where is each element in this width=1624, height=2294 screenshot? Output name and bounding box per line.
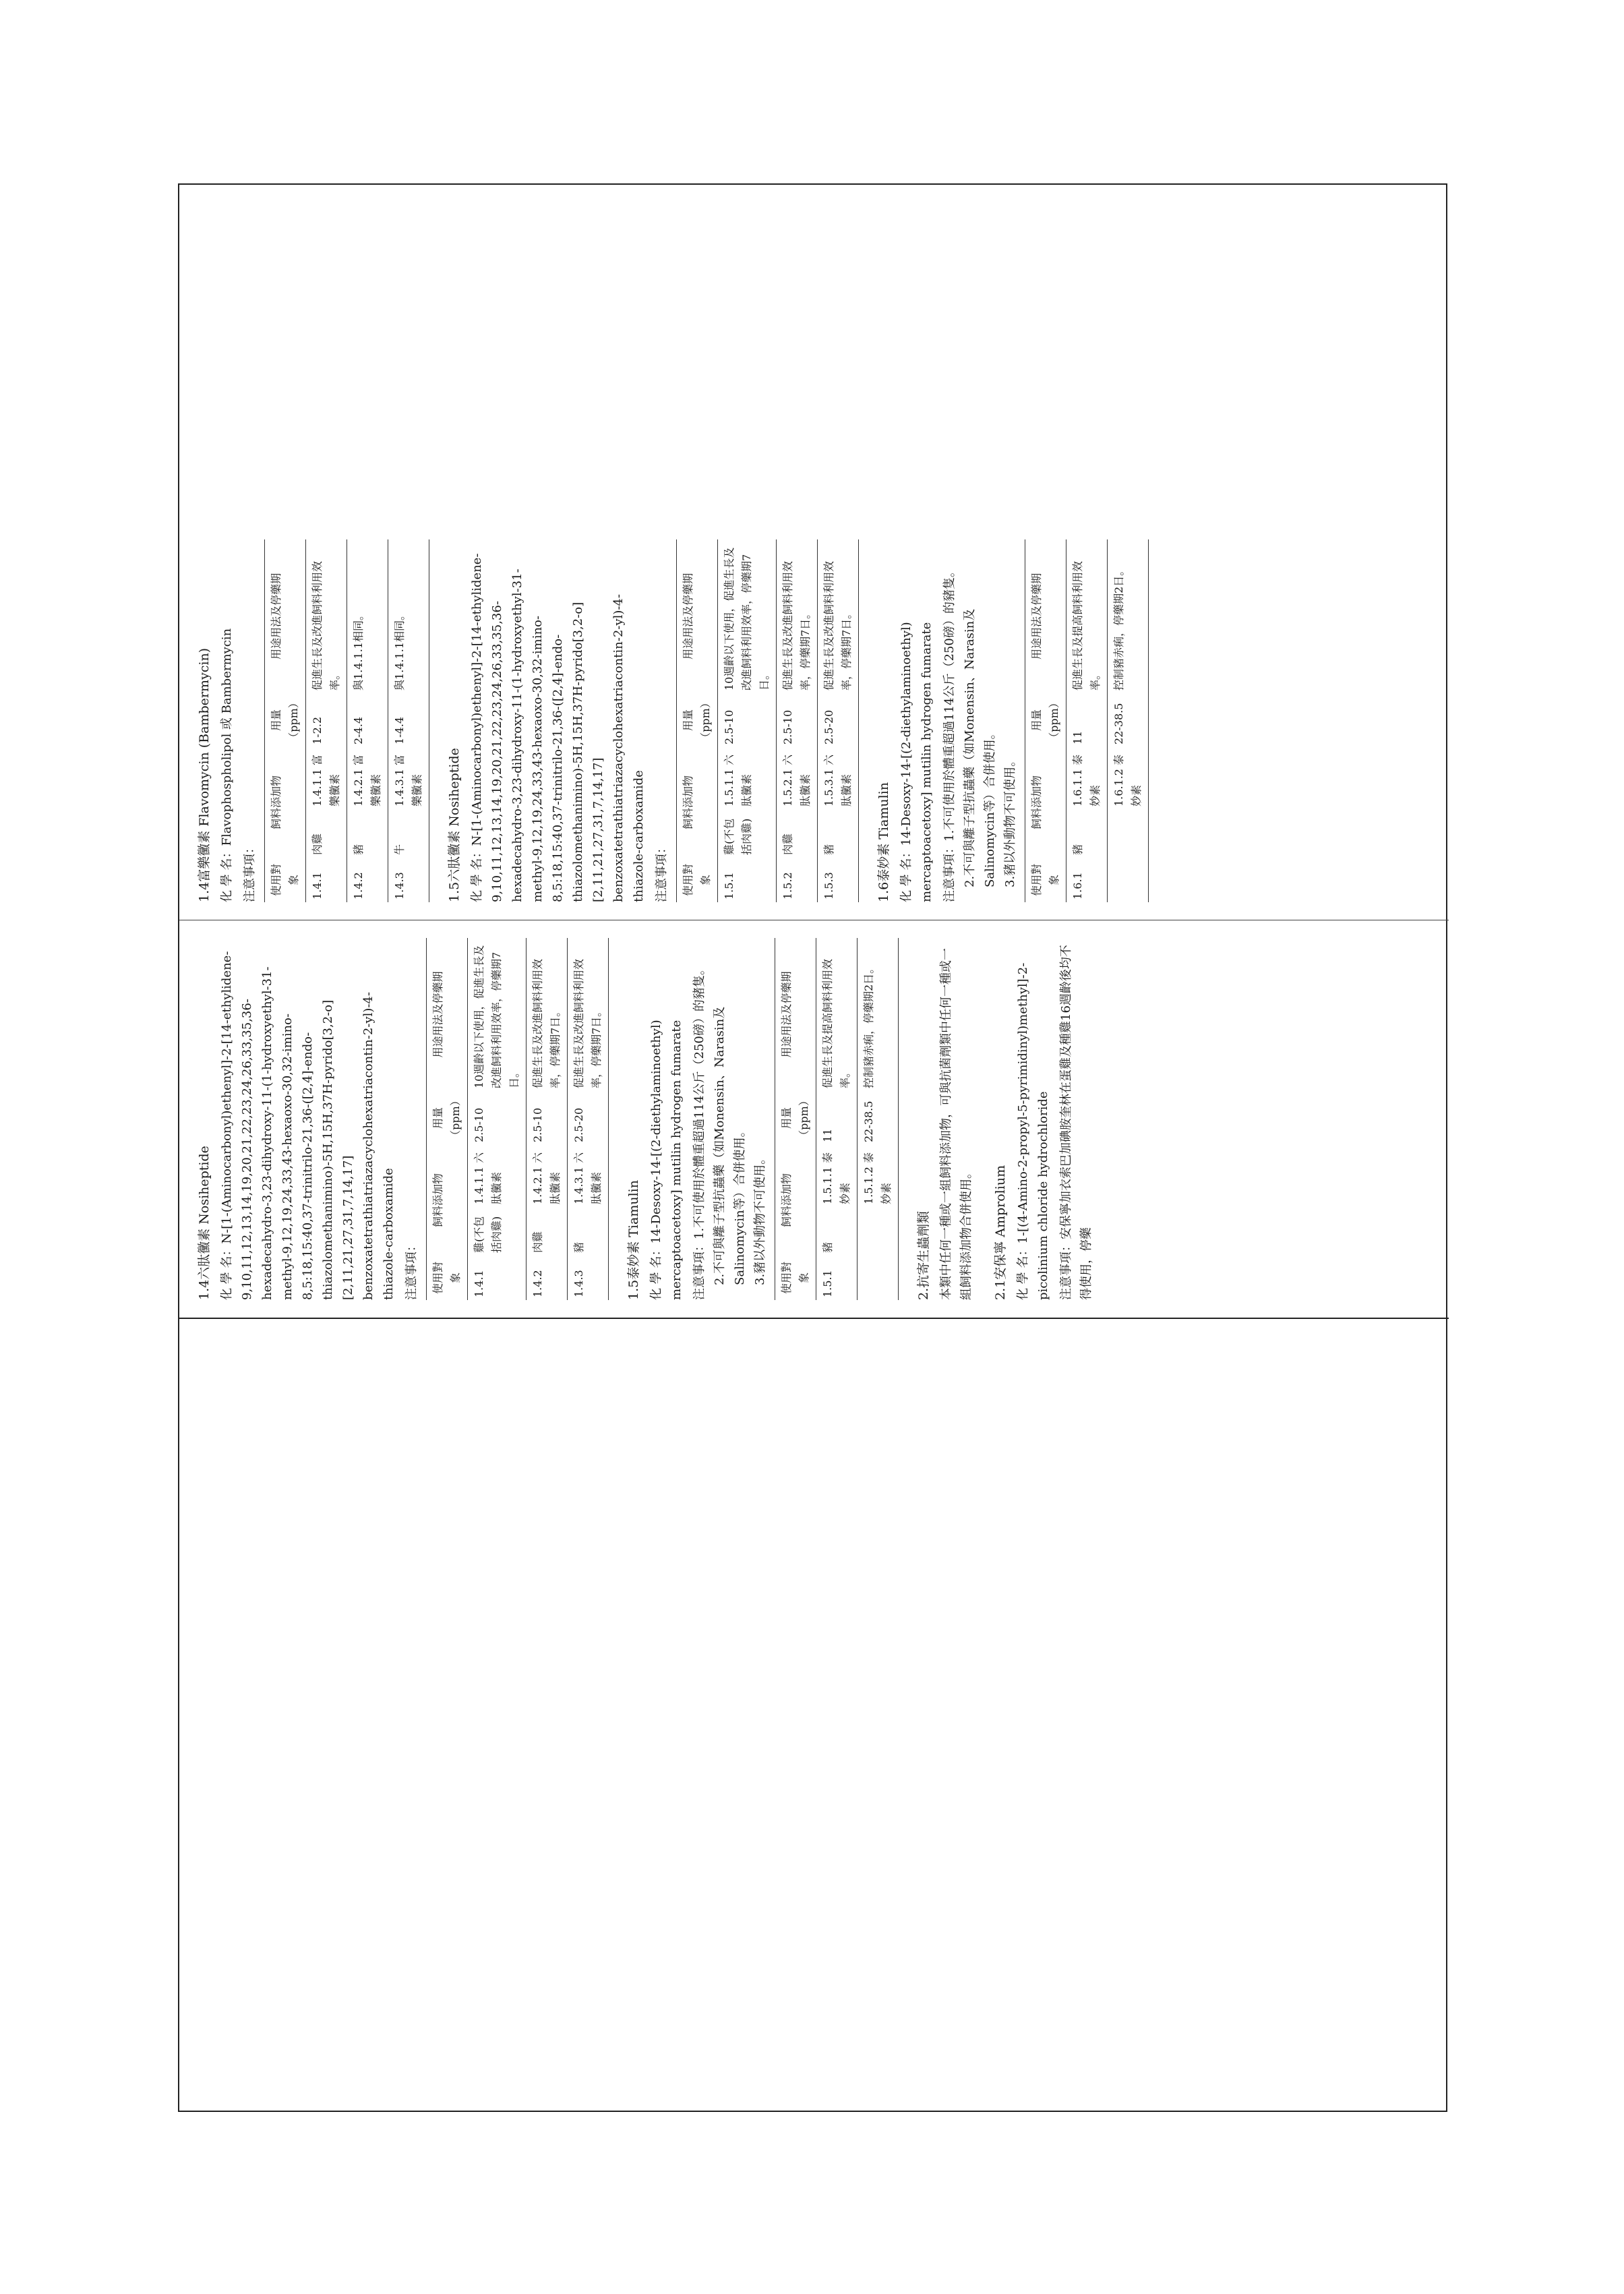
table-header-row bbox=[427, 938, 468, 1300]
cell-code bbox=[858, 1256, 899, 1300]
cell-target: 雞(不包括肉雞) bbox=[468, 1207, 527, 1256]
cell-additive: 1.6.1.2 泰妙素 bbox=[1108, 747, 1149, 809]
notes-label: 注意事項： bbox=[243, 842, 257, 902]
rotated-content bbox=[179, 185, 1449, 2113]
header-additive: 飼料添加物 bbox=[265, 747, 306, 858]
table-row bbox=[777, 539, 818, 902]
chemical-name bbox=[646, 938, 687, 1300]
cell-code: 1.5.3 bbox=[818, 858, 859, 902]
cell-code: 1.5.1 bbox=[718, 858, 777, 902]
dosage-table bbox=[676, 539, 859, 902]
notes-block bbox=[940, 539, 1021, 902]
cell-code: 1.4.1 bbox=[306, 858, 347, 902]
chem-label: 化 學 名： bbox=[899, 846, 913, 902]
cell-target bbox=[1108, 809, 1149, 858]
text-panel bbox=[179, 185, 1449, 1318]
dosage-table bbox=[1025, 539, 1149, 902]
header-dose: 用量（ppm） bbox=[1025, 693, 1066, 747]
note-item: 2.不可與離子型抗蟲藥（如Monensin、Narasin及Salinomycin等）合併使用。 bbox=[963, 608, 997, 887]
cell-usage: 促進生長及改進飼料利用效率，停藥期7日。 bbox=[777, 539, 818, 693]
cell-target: 肉雞 bbox=[527, 1207, 568, 1256]
header-usage: 用途用法及停藥期 bbox=[1025, 539, 1066, 693]
header-usage: 用途用法及停藥期 bbox=[265, 539, 306, 693]
chem-label: 化 學 名： bbox=[220, 1243, 234, 1300]
header-dose: 用量（ppm） bbox=[265, 693, 306, 747]
header-target: 使用對象 bbox=[265, 858, 306, 902]
chem-value: 1-[(4-Amino-2-propyl-5-pyrimidinyl)methyl]-2-picolinium chloride hydrochloride bbox=[1016, 962, 1050, 1300]
note-item: 1.不可使用於體重超過114公斤（250磅）的豬隻。 bbox=[942, 565, 957, 842]
header-usage: 用途用法及停藥期 bbox=[775, 938, 816, 1091]
table-row bbox=[1066, 539, 1108, 902]
cell-usage: 促進生長及改進飼料利用效率，停藥期7日。 bbox=[818, 539, 859, 693]
cell-additive: 1.5.2.1 六肽黴素 bbox=[777, 747, 818, 809]
table-row bbox=[347, 539, 388, 902]
cell-usage: 與1.4.1.1相同。 bbox=[388, 539, 429, 693]
table-header-row bbox=[1025, 539, 1066, 902]
dosage-table bbox=[264, 539, 429, 902]
cell-additive: 1.5.3.1 六肽黴素 bbox=[818, 747, 859, 809]
cell-dose: 2.5-10 bbox=[468, 1091, 527, 1145]
notes-block bbox=[690, 938, 771, 1300]
dosage-table bbox=[426, 938, 609, 1300]
table-header-row bbox=[775, 938, 816, 1300]
cell-target: 牛 bbox=[388, 809, 429, 858]
cell-dose: 2.5-10 bbox=[527, 1091, 568, 1145]
cell-target: 豬 bbox=[568, 1207, 609, 1256]
note-item: 安保寧加衣索巴加碘胺奎林在蛋雞及種雞16週齡後均不得使用，停藥 bbox=[1059, 945, 1093, 1300]
section-title: 1.6泰妙素 Tiamulin bbox=[876, 782, 891, 902]
cell-usage: 控制豬赤痢，停藥期2日。 bbox=[858, 938, 899, 1091]
cell-additive: 1.4.1.1 六肽黴素 bbox=[468, 1145, 527, 1207]
cell-code bbox=[1108, 858, 1149, 902]
cell-target: 豬 bbox=[347, 809, 388, 858]
cell-code: 1.5.1 bbox=[816, 1256, 858, 1300]
cell-dose: 1-2.2 bbox=[306, 693, 347, 747]
chem-value: Flavophospholipol 或 Bambermycin bbox=[220, 628, 234, 846]
chemical-name bbox=[217, 938, 399, 1300]
header-target: 使用對象 bbox=[427, 1256, 468, 1300]
chem-value: N-[1-(Aminocarbonyl)ethenyl]-2-[14-ethylidene-9,10,11,12,13,14,19,20,21,22,23,24,26,33,35,36-hexadecahydro-3,23-dihydroxy-11-(1-hydroxyethyl-31-methyl-9,12,19,24,33,43-hexaoxo-30,32-imino-8,5:18,15:40,37-trinitrilo-21,36-([2,4]-endo-thiazolomethanimino)-5H,15H,37H-pyrido[3,2-o][2,11,21,27,31,7,14,17] benzoxatetrathiatriazacyclohexatriacontin-2-yl)-4- thiazole-carboxamide bbox=[470, 553, 646, 902]
cell-usage: 10週齡以下使用，促進生長及改進飼料利用效率，停藥期7日。 bbox=[718, 539, 777, 693]
chemical-name bbox=[1013, 938, 1054, 1300]
cell-usage: 促進生長及提高飼料利用效率。 bbox=[816, 938, 858, 1091]
table-row bbox=[718, 539, 777, 902]
cell-dose: 22-38.5 bbox=[1108, 693, 1149, 747]
dosage-table bbox=[775, 938, 899, 1300]
section-paragraph: 本類中任何一種或一組飼料添加物，可與抗菌劑類中任何一種或一組飼料添加物合併使用。 bbox=[939, 948, 973, 1300]
header-additive: 飼料添加物 bbox=[677, 747, 718, 858]
chemical-name bbox=[897, 539, 937, 902]
cell-dose: 2.5-10 bbox=[718, 693, 777, 747]
cell-usage: 10週齡以下使用，促進生長及改進飼料利用效率，停藥期7日。 bbox=[468, 938, 527, 1091]
cell-code: 1.4.2 bbox=[527, 1256, 568, 1300]
notes-label: 注意事項： bbox=[1059, 1239, 1073, 1300]
cell-code: 1.6.1 bbox=[1066, 858, 1108, 902]
chem-label: 化 學 名： bbox=[649, 1243, 663, 1300]
table-header-row bbox=[265, 539, 306, 902]
header-target: 使用對象 bbox=[775, 1256, 816, 1300]
section-title: 1.4六肽黴素 Nosiheptide bbox=[197, 1146, 212, 1300]
header-target: 使用對象 bbox=[1025, 858, 1066, 902]
notes-label: 注意事項： bbox=[655, 842, 669, 902]
cell-usage: 控制豬赤痢，停藥期2日。 bbox=[1108, 539, 1149, 693]
document-frame bbox=[178, 183, 1447, 2112]
cell-additive: 1.4.1.1 富樂黴素 bbox=[306, 747, 347, 809]
note-item: 3.豬以外動物不可使用。 bbox=[753, 1152, 767, 1285]
table-header-row bbox=[677, 539, 718, 902]
cell-additive: 1.5.1.1 泰妙素 bbox=[816, 1145, 858, 1207]
chem-value: N-[1-(Aminocarbonyl)ethenyl]-2-[14-ethylidene-9,10,11,12,13,14,19,20,21,22,23,24,26,33,35,36-hexadecahydro-3,23-dihydroxy-11-(1-hydroxyethyl-31-methyl-9,12,19,24,33,43-hexaoxo-30,32-imino-8,5:18,15:40,37-trinitrilo-21,36-([2,4]-endo-thiazolomethanimino)-5H,15H,37H-pyrido[3,2-o][2,11,21,27,31,7,14,17] benzoxatetrathiatriazacyclohexatriacontin-2-yl)-4- thiazole-carboxamide bbox=[220, 951, 396, 1300]
table-row bbox=[816, 938, 858, 1300]
table-row bbox=[858, 938, 899, 1300]
cell-additive: 1.4.2.1 富樂黴素 bbox=[347, 747, 388, 809]
cell-usage: 促進生長及改進飼料利用效率，停藥期7日。 bbox=[568, 938, 609, 1091]
cell-target: 豬 bbox=[818, 809, 859, 858]
header-dose: 用量（ppm） bbox=[427, 1091, 468, 1145]
section-title: 1.4富樂黴素 Flavomycin (Bambermycin) bbox=[197, 647, 212, 902]
column-b bbox=[179, 522, 1449, 920]
table-row bbox=[568, 938, 609, 1300]
cell-target: 肉雞 bbox=[306, 809, 347, 858]
header-target: 使用對象 bbox=[677, 858, 718, 902]
cell-target: 雞(不包括肉雞) bbox=[718, 809, 777, 858]
notes-label: 注意事項： bbox=[942, 842, 957, 902]
note-item: 2.不可與離子型抗蟲藥（如Monensin、Narasin及Salinomycin等）合併使用。 bbox=[713, 1006, 747, 1285]
header-additive: 飼料添加物 bbox=[427, 1145, 468, 1256]
section-title: 2.1安保寧 Amprolium bbox=[993, 1165, 1008, 1300]
header-usage: 用途用法及停藥期 bbox=[677, 539, 718, 693]
cell-usage: 與1.4.1.1相同。 bbox=[347, 539, 388, 693]
cell-dose: 1-4.4 bbox=[388, 693, 429, 747]
column-a bbox=[179, 920, 1449, 1318]
cell-code: 1.4.2 bbox=[347, 858, 388, 902]
table-row bbox=[1108, 539, 1149, 902]
blank-panel bbox=[179, 1318, 1449, 2113]
cell-dose: 2.5-20 bbox=[818, 693, 859, 747]
cell-dose: 22-38.5 bbox=[858, 1091, 899, 1145]
chemical-name bbox=[217, 539, 237, 902]
cell-usage: 促進生長及提高飼料利用效率。 bbox=[1066, 539, 1108, 693]
header-additive: 飼料添加物 bbox=[775, 1145, 816, 1256]
chem-value: 14-Desoxy-14-[(2-diethylaminoethyl) mercaptoacetoxy] mutilin hydrogen fumarate bbox=[899, 622, 934, 902]
cell-additive: 1.5.1.2 泰妙素 bbox=[858, 1145, 899, 1207]
cell-code: 1.5.2 bbox=[777, 858, 818, 902]
cell-code: 1.4.3 bbox=[568, 1256, 609, 1300]
header-dose: 用量（ppm） bbox=[677, 693, 718, 747]
table-row bbox=[468, 938, 527, 1300]
notes-block bbox=[1056, 938, 1097, 1300]
cell-code: 1.4.1 bbox=[468, 1256, 527, 1300]
cell-usage: 促進生長及改進飼料利用效率。 bbox=[306, 539, 347, 693]
cell-dose: 2-4.4 bbox=[347, 693, 388, 747]
cell-dose: 2.5-10 bbox=[777, 693, 818, 747]
header-dose: 用量（ppm） bbox=[775, 1091, 816, 1145]
cell-additive: 1.4.2.1 六肽黴素 bbox=[527, 1145, 568, 1207]
cell-dose: 11 bbox=[816, 1091, 858, 1145]
chem-label: 化 學 名： bbox=[1016, 1243, 1030, 1300]
table-row bbox=[306, 539, 347, 902]
table-row bbox=[527, 938, 568, 1300]
header-additive: 飼料添加物 bbox=[1025, 747, 1066, 858]
notes-label: 注意事項： bbox=[404, 1239, 419, 1300]
section-title: 2.抗寄生蟲劑類 bbox=[916, 1210, 931, 1300]
chem-label: 化 學 名： bbox=[470, 846, 484, 902]
table-row bbox=[818, 539, 859, 902]
header-usage: 用途用法及停藥期 bbox=[427, 938, 468, 1091]
cell-additive: 1.5.1.1 六肽黴素 bbox=[718, 747, 777, 809]
note-item: 3.豬以外動物不可使用。 bbox=[1003, 754, 1017, 887]
notes-label: 注意事項： bbox=[692, 1239, 706, 1300]
cell-target: 豬 bbox=[816, 1207, 858, 1256]
cell-target bbox=[858, 1207, 899, 1256]
note-item: 1.不可使用於體重超過114公斤（250磅）的豬隻。 bbox=[692, 963, 706, 1239]
chemical-name bbox=[467, 539, 649, 902]
cell-dose: 11 bbox=[1066, 693, 1108, 747]
section-title: 1.5六肽黴素 Nosiheptide bbox=[447, 748, 462, 902]
cell-additive: 1.6.1.1 泰妙素 bbox=[1066, 747, 1108, 809]
chem-value: 14-Desoxy-14-[(2-diethylaminoethyl) mercaptoacetoxy] mutilin hydrogen fumarate bbox=[649, 1020, 684, 1300]
cell-usage: 促進生長及改進飼料利用效率，停藥期7日。 bbox=[527, 938, 568, 1091]
cell-additive: 1.4.3.1 六肽黴素 bbox=[568, 1145, 609, 1207]
chem-label: 化 學 名： bbox=[220, 846, 234, 902]
cell-target: 豬 bbox=[1066, 809, 1108, 858]
cell-additive: 1.4.3.1 富樂黴素 bbox=[388, 747, 429, 809]
table-row bbox=[388, 539, 429, 902]
cell-dose: 2.5-20 bbox=[568, 1091, 609, 1145]
cell-target: 肉雞 bbox=[777, 809, 818, 858]
cell-code: 1.4.3 bbox=[388, 858, 429, 902]
section-title: 1.5泰妙素 Tiamulin bbox=[626, 1180, 641, 1300]
